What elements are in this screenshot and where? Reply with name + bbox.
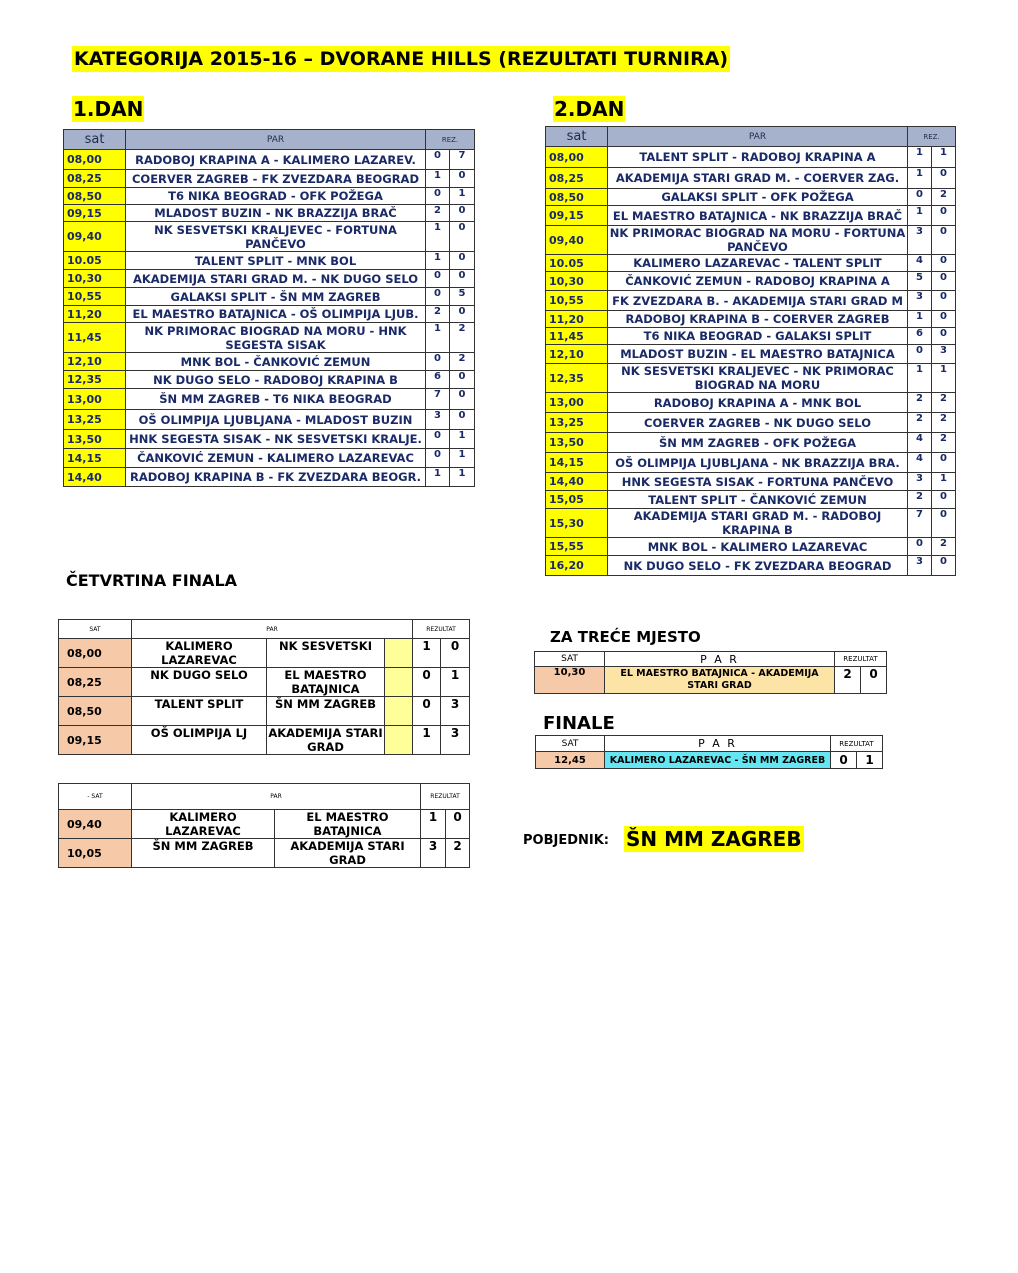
match-time: 08,50 [546,189,608,206]
table-row [546,272,956,291]
table-row [546,168,956,189]
score-away: 3 [932,345,956,364]
score-away: 1 [450,188,475,205]
match-pair: NK SESVETSKI KRALJEVEC - NK PRIMORAC BIOGRAD NA MORU [608,364,908,393]
match-time: 15,30 [546,509,608,538]
separator-cell [385,668,413,697]
match-time: 16,20 [546,556,608,576]
match-time: 09,40 [64,222,126,252]
team-home: OŠ OLIMPIJA LJ [132,726,267,755]
match-time: 11,20 [64,306,126,323]
match-pair: MLADOST BUZIN - NK BRAZZIJA BRAČ [126,205,426,222]
table-row [64,323,475,353]
match-time: 13,00 [64,389,126,410]
score-away: 2 [450,353,475,371]
table-row [59,726,470,755]
separator-cell [385,639,413,668]
score-away: 0 [861,667,887,694]
match-time: 10.05 [546,255,608,272]
score-home: 2 [426,306,450,323]
score-away: 0 [932,556,956,576]
match-pair: AKADEMIJA STARI GRAD M. - RADOBOJ KRAPINA B [608,509,908,538]
match-pair: NK PRIMORAC BIOGRAD NA MORU - FORTUNA PANČEVO [608,226,908,255]
col-header-rezultat: REZULTAT [831,736,883,752]
table-row [59,697,470,726]
score-away: 0 [446,810,470,839]
team-away: EL MAESTRO BATAJNICA [267,668,385,697]
score-away: 0 [450,222,475,252]
match-time: 09,40 [546,226,608,255]
table-row [546,291,956,311]
match-time: 09,15 [546,206,608,226]
match-time: 08,50 [64,188,126,205]
match-pair: EL MAESTRO BATAJNICA - OŠ OLIMPIJA LJUB. [126,306,426,323]
score-away: 1 [932,473,956,491]
table-row [64,188,475,205]
match-time: 13,25 [64,410,126,430]
col-header-sat: SAT [536,736,605,752]
score-away: 1 [932,364,956,393]
match-time: 11,45 [64,323,126,353]
col-header-sat: - SAT [59,784,132,810]
score-home: 0 [426,288,450,306]
match-pair: GALAKSI SPLIT - OFK POŽEGA [608,189,908,206]
separator-cell [385,726,413,755]
score-home: 0 [426,188,450,205]
match-time: 10,30 [546,272,608,291]
match-pair: EL MAESTRO BATAJNICA - NK BRAZZIJA BRAČ [608,206,908,226]
match-pair: NK PRIMORAC BIOGRAD NA MORU - HNK SEGESTA SISAK [126,323,426,353]
col-header-par: PAR [126,130,426,150]
table-row [59,668,470,697]
table-row [546,491,956,509]
match-time: 10,30 [64,270,126,288]
day2-label: 2.DAN [554,97,625,121]
separator-cell [385,697,413,726]
team-home: NK DUGO SELO [132,668,267,697]
match-pair: NK DUGO SELO - RADOBOJ KRAPINA B [126,371,426,389]
team-away: NK SESVETSKI [267,639,385,668]
match-time: 12,35 [64,371,126,389]
quarterfinals-table [58,619,470,755]
team-home: KALIMERO LAZAREVAC [132,810,275,839]
score-home: 1 [421,810,446,839]
table-row [59,839,470,868]
team-home: KALIMERO LAZAREVAC [132,639,267,668]
match-time: 09,15 [64,205,126,222]
table-row [64,389,475,410]
final-table [535,735,883,769]
match-pair: COERVER ZAGREB - NK DUGO SELO [608,413,908,433]
table-row [64,306,475,323]
score-away: 2 [450,323,475,353]
score-home: 1 [426,323,450,353]
match-pair: T6 NIKA BEOGRAD - OFK POŽEGA [126,188,426,205]
score-home: 1 [426,468,450,487]
score-away: 0 [932,291,956,311]
match-pair: FK ZVEZDARA B. - AKADEMIJA STARI GRAD M [608,291,908,311]
match-time: 12,10 [64,353,126,371]
score-away: 2 [932,538,956,556]
score-home: 1 [413,726,441,755]
score-away: 0 [450,306,475,323]
semifinals-table [58,783,470,868]
score-home: 0 [426,150,450,170]
team-away: AKADEMIJA STARI GRAD [275,839,421,868]
table-row [64,410,475,430]
team-away: AKADEMIJA STARI GRAD [268,726,383,754]
table-row [546,328,956,345]
day1-label: 1.DAN [73,97,144,121]
match-time: 09,15 [59,726,132,755]
table-row [64,222,475,252]
score-away: 0 [450,371,475,389]
match-time: 13,50 [546,433,608,453]
match-time: 11,45 [546,328,608,345]
match-time: 08,00 [64,150,126,170]
score-away: 1 [932,147,956,168]
col-header-rezultat: REZULTAT [835,652,887,667]
score-away: 3 [441,726,470,755]
score-away: 2 [932,413,956,433]
match-time: 10,05 [59,839,132,868]
team-away: EL MAESTRO BATAJNICA [275,810,421,839]
score-away: 3 [441,697,470,726]
col-header-sat: sat [546,127,608,147]
table-row [546,556,956,576]
table-row [546,255,956,272]
score-home: 1 [426,170,450,188]
score-home: 0 [831,752,857,769]
score-home: 2 [426,205,450,222]
score-home: 1 [908,168,932,189]
score-away: 0 [932,453,956,473]
score-home: 3 [908,226,932,255]
table-row [546,413,956,433]
score-away: 1 [857,752,883,769]
score-home: 6 [426,371,450,389]
score-away: 2 [932,393,956,413]
table-row [546,473,956,491]
table-row [546,393,956,413]
score-home: 2 [908,491,932,509]
score-home: 0 [413,668,441,697]
table-row [546,226,956,255]
table-row [546,453,956,473]
winner-label: POBJEDNIK: [523,833,609,848]
match-time: 09,40 [59,810,132,839]
quarterfinals-heading: ČETVRTINA FINALA [66,571,238,590]
table-row [546,206,956,226]
col-header-sat: sat [64,130,126,150]
match-time: 08,25 [546,168,608,189]
match-time: 15,05 [546,491,608,509]
score-home: 7 [426,389,450,410]
score-home: 1 [413,639,441,668]
match-time: 13,25 [546,413,608,433]
match-pair: NK SESVETSKI KRALJEVEC - FORTUNA PANČEVO [126,222,426,252]
score-away: 0 [450,205,475,222]
score-home: 1 [908,147,932,168]
match-pair: TALENT SPLIT - RADOBOJ KRAPINA A [608,147,908,168]
match-pair: MLADOST BUZIN - EL MAESTRO BATAJNICA [608,345,908,364]
table-row [64,371,475,389]
col-header-sat: SAT [59,620,132,639]
match-time: 08,25 [59,668,132,697]
score-home: 4 [908,255,932,272]
score-away: 7 [450,150,475,170]
score-away: 2 [932,189,956,206]
score-home: 0 [908,189,932,206]
score-away: 0 [450,270,475,288]
score-home: 0 [908,538,932,556]
match-pair: EL MAESTRO BATAJNICA - AKADEMIJA STARI GRAD [605,667,835,694]
match-time: 13,50 [64,430,126,449]
match-time: 10,30 [535,667,605,694]
day2-schedule-table [545,126,956,576]
match-pair: ŠN MM ZAGREB - OFK POŽEGA [608,433,908,453]
match-time: 12,10 [546,345,608,364]
table-row [546,311,956,328]
match-pair: KALIMERO LAZAREVAC - ŠN MM ZAGREB [605,752,831,769]
col-header-par: P A R [605,652,835,667]
score-away: 0 [450,252,475,270]
score-home: 3 [908,473,932,491]
match-pair: OŠ OLIMPIJA LJUBLJANA - MLADOST BUZIN [126,410,426,430]
score-away: 0 [450,410,475,430]
match-pair: HNK SEGESTA SISAK - NK SESVETSKI KRALJE. [126,430,426,449]
match-time: 14,40 [546,473,608,491]
table-row [64,270,475,288]
col-header-par: P A R [605,736,831,752]
score-away: 0 [932,328,956,345]
score-away: 1 [450,468,475,487]
table-row [546,147,956,168]
team-away: ŠN MM ZAGREB [267,697,385,726]
score-away: 2 [932,433,956,453]
match-pair: MNK BOL - ČANKOVIĆ ZEMUN [126,353,426,371]
score-away: 1 [450,449,475,468]
third-place-table [534,651,887,694]
score-home: 0 [908,345,932,364]
col-header-rezultat: REZULTAT [413,620,470,639]
table-row [546,345,956,364]
table-row [59,639,470,668]
match-time: 12,45 [536,752,605,769]
score-away: 0 [450,170,475,188]
match-pair: GALAKSI SPLIT - ŠN MM ZAGREB [126,288,426,306]
score-away: 0 [932,206,956,226]
score-home: 4 [908,453,932,473]
match-time: 12,35 [546,364,608,393]
match-pair: NK DUGO SELO - FK ZVEZDARA BEOGRAD [608,556,908,576]
match-pair: COERVER ZAGREB - FK ZVEZDARA BEOGRAD [126,170,426,188]
match-time: 10,55 [546,291,608,311]
table-row [59,810,470,839]
match-pair: ČANKOVIĆ ZEMUN - KALIMERO LAZAREVAC [126,449,426,468]
table-row [64,150,475,170]
match-time: 08,00 [546,147,608,168]
match-pair: OŠ OLIMPIJA LJUBLJANA - NK BRAZZIJA BRA. [608,453,908,473]
score-home: 2 [908,393,932,413]
match-pair: HNK SEGESTA SISAK - FORTUNA PANČEVO [608,473,908,491]
table-row [64,449,475,468]
score-home: 1 [908,364,932,393]
table-row [546,433,956,453]
table-row [64,205,475,222]
col-header-rezultat: REZULTAT [421,784,470,810]
match-time: 08,00 [59,639,132,668]
score-away: 0 [441,639,470,668]
score-away: 2 [446,839,470,868]
col-header-sat: SAT [535,652,605,667]
score-home: 0 [426,353,450,371]
table-row [64,430,475,449]
match-time: 10,55 [64,288,126,306]
match-pair: AKADEMIJA STARI GRAD M. - COERVER ZAG. [608,168,908,189]
score-home: 5 [908,272,932,291]
table-row [64,170,475,188]
score-away: 0 [932,311,956,328]
match-pair: RADOBOJ KRAPINA A - MNK BOL [608,393,908,413]
team-home: TALENT SPLIT [132,697,267,726]
match-pair: TALENT SPLIT - MNK BOL [126,252,426,270]
score-home: 3 [908,291,932,311]
score-home: 2 [908,413,932,433]
page-title: KATEGORIJA 2015-16 – DVORANE HILLS (REZULTATI TURNIRA) [74,48,729,70]
winner-name: ŠN MM ZAGREB [626,827,802,851]
score-away: 1 [441,668,470,697]
match-pair: RADOBOJ KRAPINA A - KALIMERO LAZAREV. [126,150,426,170]
table-row [546,364,956,393]
day1-schedule-table [63,129,475,487]
match-pair: T6 NIKA BEOGRAD - GALAKSI SPLIT [608,328,908,345]
score-away: 5 [450,288,475,306]
match-time: 14,15 [64,449,126,468]
score-away: 0 [932,226,956,255]
score-home: 7 [908,509,932,538]
score-home: 1 [426,252,450,270]
match-pair: ŠN MM ZAGREB - T6 NIKA BEOGRAD [126,389,426,410]
col-header-rez: REZ. [908,127,956,147]
score-away: 0 [932,272,956,291]
match-pair: KALIMERO LAZAREVAC - TALENT SPLIT [608,255,908,272]
score-home: 1 [908,206,932,226]
table-row [546,509,956,538]
match-time: 14,15 [546,453,608,473]
match-pair: MNK BOL - KALIMERO LAZAREVAC [608,538,908,556]
score-home: 0 [426,270,450,288]
table-row [64,288,475,306]
team-home: ŠN MM ZAGREB [132,839,275,868]
score-home: 1 [426,222,450,252]
score-away: 0 [932,491,956,509]
match-time: 11,20 [546,311,608,328]
score-away: 0 [932,168,956,189]
table-row [64,468,475,487]
score-away: 0 [932,255,956,272]
score-home: 6 [908,328,932,345]
col-header-par: PAR [608,127,908,147]
match-time: 08,50 [59,697,132,726]
col-header-rez: REZ. [426,130,475,150]
match-pair: ČANKOVIĆ ZEMUN - RADOBOJ KRAPINA A [608,272,908,291]
score-home: 3 [421,839,446,868]
score-home: 3 [908,556,932,576]
match-time: 13,00 [546,393,608,413]
score-home: 0 [413,697,441,726]
match-pair: AKADEMIJA STARI GRAD M. - NK DUGO SELO [126,270,426,288]
match-pair: RADOBOJ KRAPINA B - FK ZVEZDARA BEOGR. [126,468,426,487]
match-pair: RADOBOJ KRAPINA B - COERVER ZAGREB [608,311,908,328]
score-away: 0 [450,389,475,410]
match-pair: TALENT SPLIT - ČANKOVIĆ ZEMUN [608,491,908,509]
score-home: 0 [426,430,450,449]
score-home: 3 [426,410,450,430]
match-time: 08,25 [64,170,126,188]
match-time: 10.05 [64,252,126,270]
third-place-heading: ZA TREĆE MJESTO [550,628,701,646]
score-away: 1 [450,430,475,449]
col-header-par: PAR [132,784,421,810]
table-row [546,189,956,206]
score-home: 0 [426,449,450,468]
score-home: 2 [835,667,861,694]
col-header-par: PAR [132,620,413,639]
table-row [64,252,475,270]
score-away: 0 [932,509,956,538]
table-row [64,353,475,371]
score-home: 1 [908,311,932,328]
table-row [546,538,956,556]
score-home: 4 [908,433,932,453]
match-time: 14,40 [64,468,126,487]
match-time: 15,55 [546,538,608,556]
final-heading: FINALE [543,713,615,734]
